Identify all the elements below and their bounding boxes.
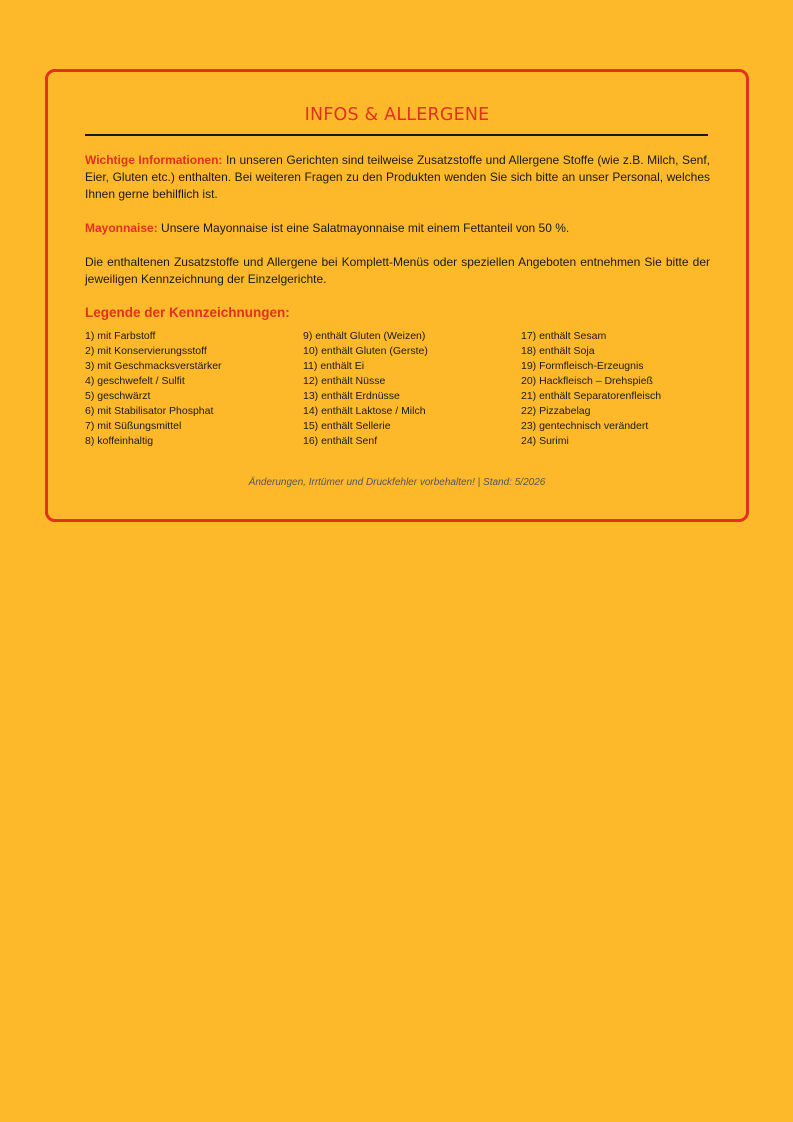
important-info-label: Wichtige Informationen: xyxy=(85,153,223,167)
legend-column-3 xyxy=(521,329,661,449)
legend-item: 14) enthält Laktose / Milch xyxy=(303,405,426,417)
mayonnaise-text: Unsere Mayonnaise ist eine Salatmayonnaise mit einem Fettanteil von 50 %. xyxy=(157,221,570,235)
page-title: INFOS & ALLERGENE xyxy=(304,105,490,125)
mayonnaise-paragraph xyxy=(85,220,710,237)
legend-item: 22) Pizzabelag xyxy=(521,405,591,417)
legend-item: 5) geschwärzt xyxy=(85,390,151,402)
legend-column-1 xyxy=(85,329,222,449)
legend-item: 24) Surimi xyxy=(521,435,569,447)
legend-item: 19) Formfleisch-Erzeugnis xyxy=(521,360,644,372)
legend-item: 2) mit Konservierungsstoff xyxy=(85,345,207,357)
important-info-paragraph xyxy=(85,152,710,203)
title-divider xyxy=(85,134,708,136)
legend-column-2 xyxy=(303,329,428,449)
legend-item: 3) mit Geschmacksverstärker xyxy=(85,360,222,372)
combo-menu-note: Die enthaltenen Zusatzstoffe und Allergene bei Komplett-Menüs oder speziellen Angeboten entnehmen Sie bitte der jeweiligen Kennzeichnung der Einzelgerichte. xyxy=(85,255,710,286)
legend-item: 12) enthält Nüsse xyxy=(303,375,386,387)
important-info-text: In unseren Gerichten sind teilweise Zusatzstoffe und Allergene Stoffe (wie z.B. Milch, Senf, Eier, Gluten etc.) enthalten. Bei weiteren Fragen zu den Produkten wenden Sie sich bitte an unser Personal, welches Ihnen gerne behilflich ist. xyxy=(85,153,710,201)
legend-item: 6) mit Stabilisator Phosphat xyxy=(85,405,214,417)
legend-heading: Legende der Kennzeichnungen: xyxy=(85,305,290,320)
legend-item: 9) enthält Gluten (Weizen) xyxy=(303,330,426,342)
disclaimer-footer: Änderungen, Irrtümer und Druckfehler vorbehalten! | Stand: 5/2026 xyxy=(248,477,546,488)
legend-item: 10) enthält Gluten (Gerste) xyxy=(303,345,428,357)
legend-item: 1) mit Farbstoff xyxy=(85,330,156,342)
legend-item: 20) Hackfleisch – Drehspieß xyxy=(521,375,653,387)
legend-item: 13) enthält Erdnüsse xyxy=(303,390,400,402)
mayonnaise-label: Mayonnaise: xyxy=(85,221,158,235)
legend-item: 15) enthält Sellerie xyxy=(303,420,391,432)
legend-item: 7) mit Süßungsmittel xyxy=(85,420,182,432)
legend-item: 21) enthält Separatorenfleisch xyxy=(521,390,662,402)
legend-item: 23) gentechnisch verändert xyxy=(521,420,649,432)
legend-item: 11) enthält Ei xyxy=(303,360,365,372)
legend-item: 4) geschwefelt / Sulfit xyxy=(85,375,185,387)
legend-item: 17) enthält Sesam xyxy=(521,330,607,342)
legend-item: 8) koffeinhaltig xyxy=(85,435,154,447)
legend-item: 18) enthält Soja xyxy=(521,345,595,357)
allergen-info-card xyxy=(45,69,749,522)
legend-item: 16) enthält Senf xyxy=(303,435,378,447)
